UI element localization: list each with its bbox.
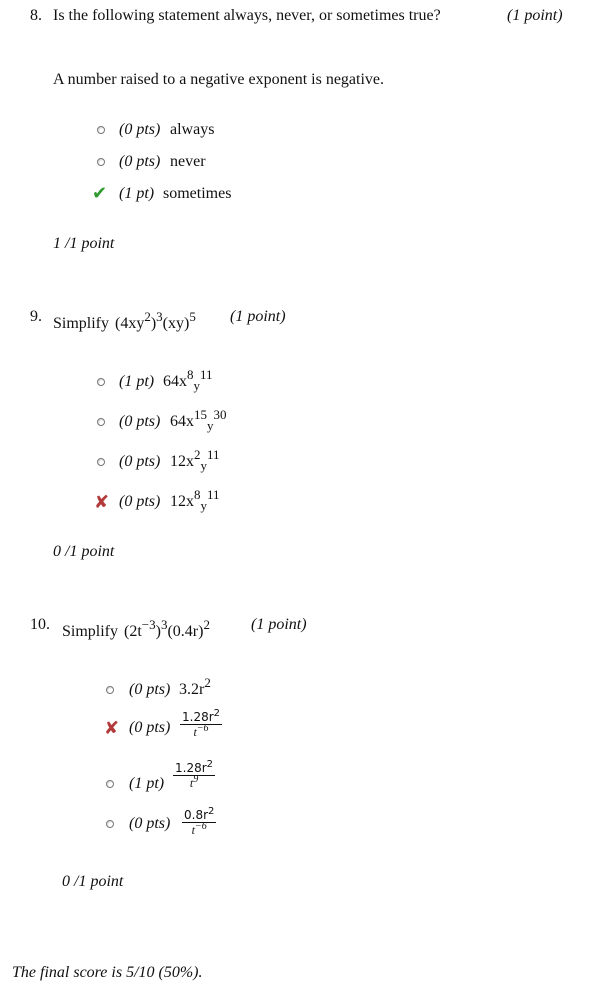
- option-expression: $12x^2_y^{11}$: [170, 447, 220, 473]
- q8-points: (1 point): [507, 7, 563, 24]
- check-icon: ✔: [92, 183, 108, 204]
- final-score: The final score is 5/10 (50%).: [12, 964, 203, 981]
- radio-icon[interactable]: [97, 458, 105, 466]
- option-expression: $64x^{15}_y^{30}$: [170, 407, 227, 433]
- q8-prompt: Is the following statement always, never, or sometimes true?: [53, 7, 441, 24]
- radio-icon[interactable]: [97, 158, 105, 166]
- option-points: (0 pts): [129, 681, 171, 698]
- option-points: (0 pts): [119, 413, 161, 430]
- q8-statement: A number raised to a negative exponent is negative.: [53, 71, 385, 88]
- q10-prompt: [62, 617, 210, 641]
- q10-points: (1 point): [251, 616, 307, 633]
- radio-icon[interactable]: [97, 418, 105, 426]
- q9-score: 0 /1 point: [53, 543, 115, 560]
- option-expression: $64x^8_y^{11}$: [163, 367, 213, 393]
- q10-expression: $(2t^{-3})^3(0.4r)^2$: [124, 617, 210, 640]
- option-fraction: $\frac{0.8r^2}{t^{-6}}$: [184, 806, 215, 837]
- radio-icon[interactable]: [106, 820, 114, 828]
- option-text: always: [170, 121, 215, 138]
- option-points: (1 pt): [119, 373, 155, 390]
- option-points: (0 pts): [119, 493, 161, 510]
- q9-expression: $(4xy^2)^3(xy)^5$: [115, 309, 196, 332]
- option-fraction: $\frac{1.28r^2}{t^9}$: [175, 759, 214, 790]
- option-fraction: $\frac{1.28r^2}{t^{-6}}$: [182, 708, 221, 739]
- option-text: never: [170, 153, 206, 170]
- option-points: (1 pt): [119, 185, 155, 202]
- q8-score: 1 /1 point: [53, 235, 115, 252]
- option-points: (0 pts): [129, 815, 171, 832]
- q9-points: (1 point): [230, 308, 286, 325]
- option-points: (0 pts): [129, 719, 171, 736]
- q9-number: 9.: [30, 308, 42, 325]
- q10-score: 0 /1 point: [62, 873, 124, 890]
- q9-prompt: [53, 309, 196, 333]
- option-points: (0 pts): [119, 153, 161, 170]
- q10-prompt-word: Simplify: [62, 623, 119, 640]
- option-points: (0 pts): [119, 453, 161, 470]
- cross-icon: ✘: [104, 718, 120, 739]
- radio-icon[interactable]: [97, 126, 105, 134]
- option-expression: $12x^8_y^{11}$: [170, 487, 220, 513]
- radio-icon[interactable]: [106, 780, 114, 788]
- option-points: (1 pt): [129, 775, 165, 792]
- q8-number: 8.: [30, 7, 42, 24]
- option-points: (0 pts): [119, 121, 161, 138]
- radio-icon[interactable]: [97, 378, 105, 386]
- q10-number: 10.: [30, 616, 50, 633]
- q9-prompt-word: Simplify: [53, 315, 110, 332]
- option-text: sometimes: [163, 185, 232, 202]
- option-expression: $3.2r^2$: [179, 675, 211, 698]
- cross-icon: ✘: [94, 492, 110, 513]
- radio-icon[interactable]: [106, 686, 114, 694]
